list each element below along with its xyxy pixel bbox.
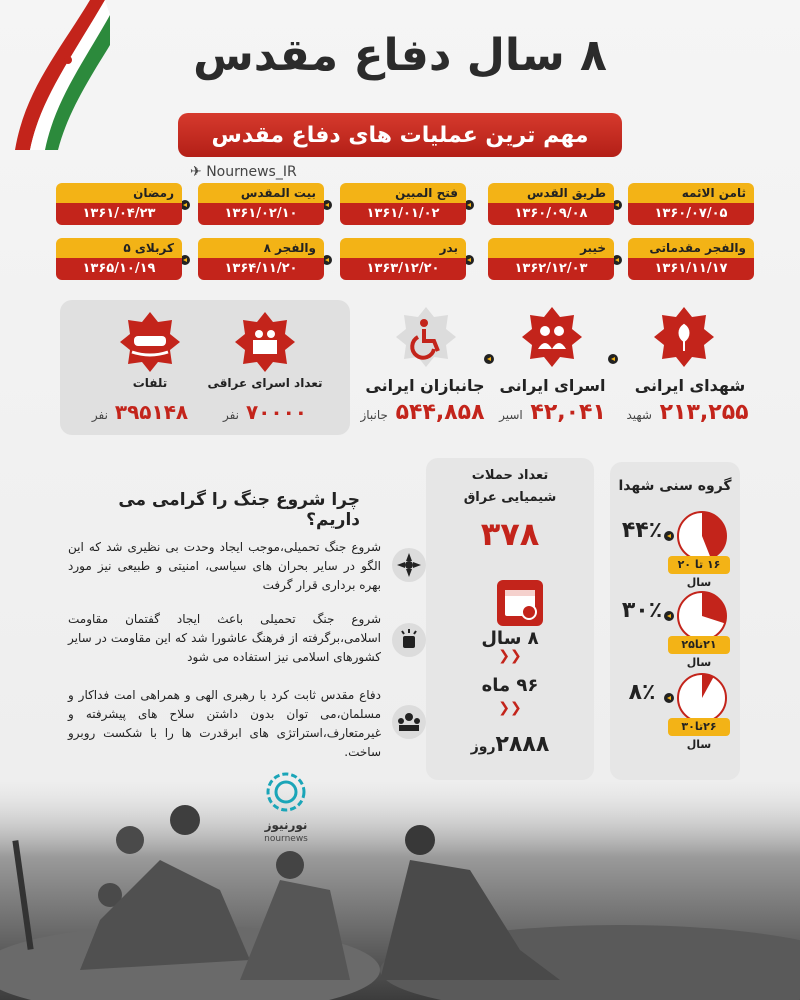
arrow-icon [664,611,674,621]
operation-card: فتح المبین ۱۳۶۱/۰۱/۰۲ [340,183,466,225]
duration-months: ۹۶ ماه [481,675,539,696]
nournews-logo-icon [256,770,316,820]
casualties-icon [118,310,182,374]
subtitle-banner: مهم ترین عملیات های دفاع مقدس [178,113,622,157]
source-label [190,164,297,180]
logo-subtext: nournews [264,834,308,844]
soldiers-photo [0,780,800,1000]
age-percent: ۴۴٪ [621,518,663,543]
operation-card: والفجر ۸ ۱۳۶۴/۱۱/۲۰ [198,238,324,280]
operation-card: بیت المقدس ۱۳۶۱/۰۲/۱۰ [198,183,324,225]
why-paragraph: دفاع مقدس ثابت کرد با رهبری الهی و همراهی امت فداکار و مسلمان،می توان بدون داشتن سلاح های پیشرفته و غیرمتعارف،استراتژی های ابرقدرت ها را با شکست روبرو ساخت. [68,688,381,759]
calendar-icon [497,580,543,626]
why-title: چرا شروع جنگ را گرامی می داریم؟ [118,490,360,530]
arrow-icon [664,531,674,541]
chevron-down-icon: ❯❯ [498,648,522,664]
veterans-value: ۵۴۴,۸۵۸ جانباز [360,400,485,425]
casualties-value: ۳۹۵۱۴۸ نفر [91,400,189,424]
chevron-down-icon: ❯❯ [498,700,522,716]
age-percent: ۳۰٪ [621,598,663,623]
why-paragraph: شروع جنگ تحمیلی،موجب ایجاد وحدت بی نظیری شد که این الگو در سایر بحران های سیاسی، امنیتی و طبیعی نیز مورد بهره برداری قرار گرفت [68,540,381,592]
telegram-icon: ✈ [190,164,202,180]
age-pie-chart [676,590,728,642]
people-icon [392,705,426,739]
operation-card: ثامن الائمه ۱۳۶۰/۰۷/۰۵ [628,183,754,225]
operation-card: خیبر ۱۳۶۲/۱۲/۰۳ [488,238,614,280]
operation-card: کربلای ۵ ۱۳۶۵/۱۰/۱۹ [56,238,182,280]
iraqi-prisoners-value: ۷۰۰۰۰ نفر [222,400,308,424]
source-handle: Nournews_IR [206,164,297,180]
iraqi-prisoners-label: تعداد اسرای عراقی [207,376,323,390]
operation-card: والفجر مقدماتی ۱۳۶۱/۱۱/۱۷ [628,238,754,280]
why-paragraph: شروع جنگ تحمیلی باعث ایجاد گفتمان مقاومت اسلامی،برگرفته از فرهنگ عاشورا شد که این مقاومت در سایر کشورهای اسلامی نیز استفاده می شود [68,612,381,664]
age-pie-chart [676,672,728,724]
martyrs-label: شهدای ایرانی [634,376,746,395]
age-pie-chart [676,510,728,562]
arrow-icon [608,354,618,364]
page-title: ۸ سال دفاع مقدس [193,30,607,81]
tulip-icon [652,305,716,369]
prisoners-label: اسرای ایرانی [499,376,606,395]
age-range-label: ۲۶تا۳۰ سال [668,718,730,736]
chemical-label-1: تعداد حملات [471,468,549,483]
unity-icon [392,548,426,582]
arrow-icon [664,693,674,703]
arrow-icon [484,354,494,364]
age-percent: ۸٪ [628,680,656,705]
operation-card: بدر ۱۳۶۳/۱۲/۲۰ [340,238,466,280]
wheelchair-icon [394,305,458,369]
prisoners-value: ۴۲,۰۴۱ اسیر [499,400,606,425]
duration-days: ۲۸۸۸روز [470,732,550,757]
operation-card: رمضان ۱۳۶۱/۰۴/۲۳ [56,183,182,225]
age-range-label: ۱۶ تا ۲۰ سال [668,556,730,574]
casualties-label: تلفات [132,376,168,390]
iraqi-prisoners-icon [233,310,297,374]
age-title: گروه سنی شهدا [618,478,732,494]
operation-card: طریق القدس ۱۳۶۰/۰۹/۰۸ [488,183,614,225]
martyrs-value: ۲۱۳,۲۵۵ شهید [626,400,749,425]
age-range-label: ۲۱تا۲۵ سال [668,636,730,654]
prisoners-icon [520,305,584,369]
chemical-value: ۳۷۸ [480,515,540,553]
logo-text: نورنیوز [264,818,308,832]
veterans-label: جانبازان ایرانی [365,376,485,395]
chemical-label-2: شیمیایی عراق [463,490,557,505]
fist-icon [392,623,426,657]
duration-years: ۸ سال [481,628,539,649]
